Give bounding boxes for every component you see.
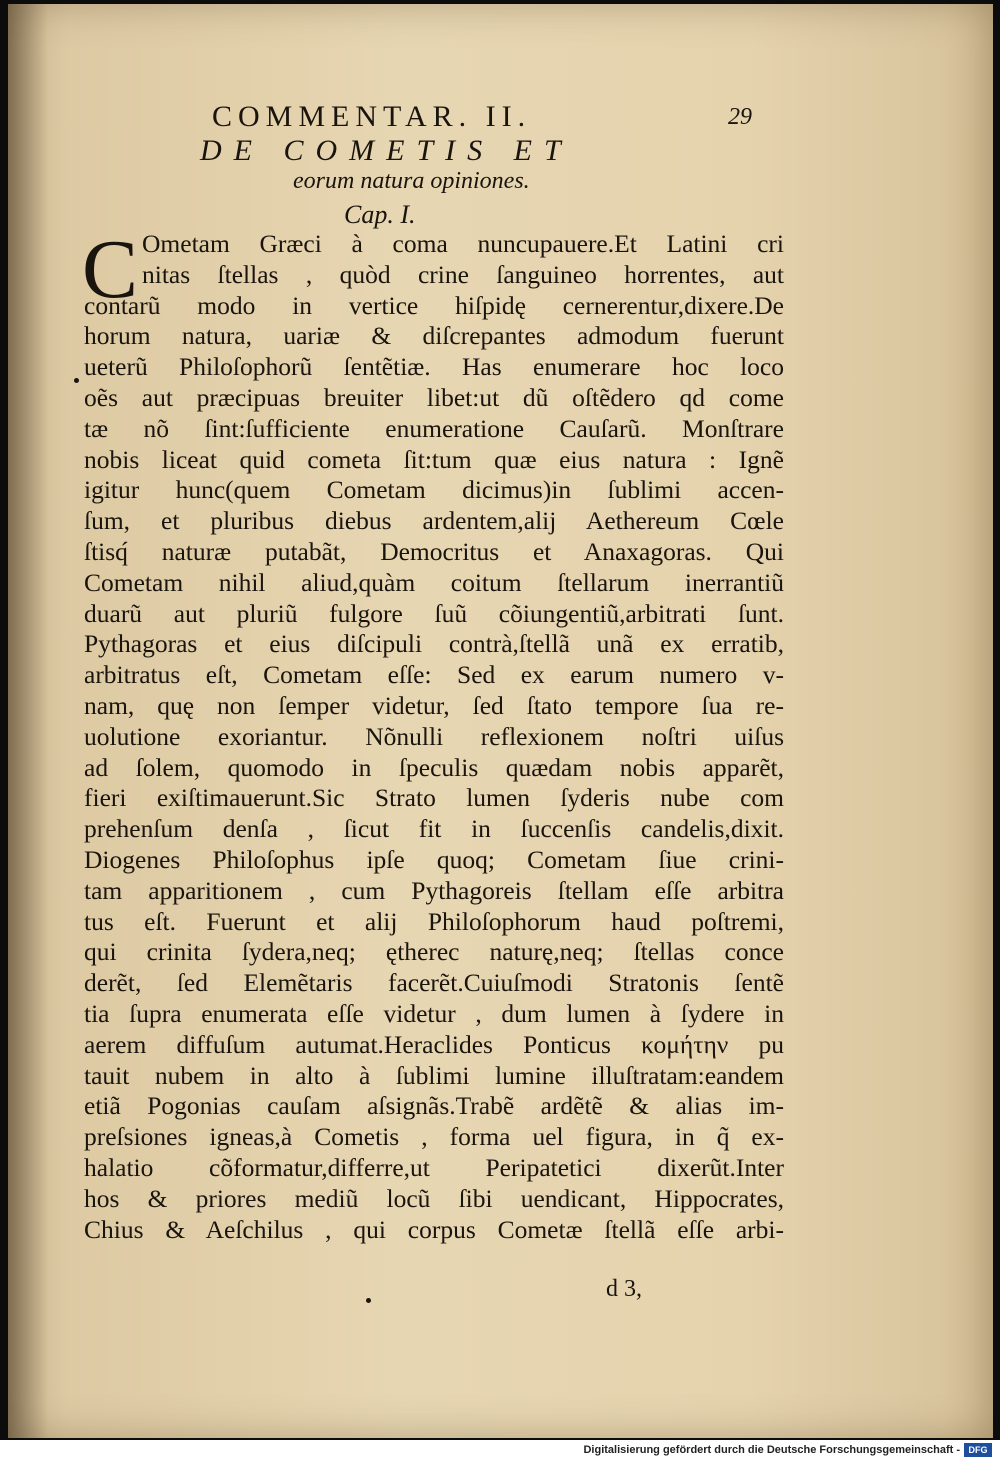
- text-line: Diogenes Philoſophus ipſe quoq; Cometam ſiue crini-: [84, 844, 784, 874]
- text-line: igitur hunc(quem Cometam dicimus)in ſublimi accen-: [84, 475, 784, 505]
- text-line: ad ſolem, quomodo in ſpeculis quædam nobis apparẽt,: [84, 752, 784, 782]
- text-line: nitas ſtellas , quòd crine ſanguineo horrentes, aut: [142, 259, 784, 289]
- text-line: tæ nõ ſint:ſufficiente enumeratione Cauſarũ. Monſtrare: [84, 413, 784, 443]
- drop-cap: C: [82, 223, 139, 316]
- body-text: [82, 223, 784, 1245]
- footer-credit: Digitalisierung gefördert durch die Deutsche Forschungsgemeinschaft -: [583, 1444, 960, 1456]
- text-line: oẽs aut præcipuas breuiter libet:ut dũ oſtẽdero qd come: [84, 382, 784, 412]
- text-line: Ometam Græci à coma nuncupauere.Et Latini cri: [142, 229, 784, 258]
- text-line: etiã Pogonias cauſam aſsignãs.Trabẽ ardẽtẽ & alias im-: [84, 1091, 784, 1121]
- text-line: ueterũ Philoſophorũ ſentẽtiæ. Has enumerare hoc loco: [84, 352, 784, 382]
- text-line: tam apparitionem , cum Pythagoreis ſtellam eſſe arbitra: [84, 875, 784, 905]
- chapter-title-line1: DE COMETIS ET: [200, 134, 573, 167]
- spine-shadow: [8, 4, 48, 1438]
- text-line: hos & priores mediũ locũ ſibi uendicant, Hippocrates,: [84, 1183, 784, 1213]
- chapter-title-line2: eorum natura opiniones.: [293, 168, 530, 194]
- text-line: arbitratus eſt, Cometam eſſe: Sed ex earum numero v-: [84, 660, 784, 690]
- text-line: halatio cõformatur,differre,ut Peripatetici dixerũt.Inter: [84, 1152, 784, 1182]
- text-line: uolutione exoriantur. Nõnulli reflexionem noſtri uiſus: [84, 721, 784, 751]
- text-line: qui crinita ſydera,neq; ętherec naturę,neq; ſtellas conce: [84, 937, 784, 967]
- text-line: nam, quę non ſemper videtur, ſed ſtato tempore ſua re-: [84, 690, 784, 720]
- text-line: tia ſupra enumerata eſſe videtur , dum lumen à ſydere in: [84, 998, 784, 1028]
- text-line: contarũ modo in vertice hiſpidę cernerentur,dixere.De: [84, 290, 784, 320]
- text-line: tus eſt. Fuerunt et alij Philoſophorum haud poſtremi,: [84, 906, 784, 936]
- text-line: aerem diffuſum autumat.Heraclides Ponticus κομήτην pu: [84, 1029, 784, 1059]
- text-line: Pythagoras et eius diſcipuli contrà,ſtellã unã ex erratib,: [84, 629, 784, 659]
- text-line: preſsiones igneas,à Cometis , forma uel figura, in q̃ ex-: [84, 1122, 784, 1152]
- text-line: derẽt, ſed Elemẽtaris facerẽt.Cuiuſmodi Stratonis ſentẽ: [84, 968, 784, 998]
- signature-mark: d 3,: [606, 1276, 642, 1302]
- text-line: horum natura, uariæ & diſcrepantes admodum fuerunt: [84, 321, 784, 351]
- text-line: ſum, et pluribus diebus ardentem,alij Aethereum Cœle: [84, 506, 784, 536]
- text-line: Chius & Aeſchilus , qui corpus Cometæ ſtellã eſſe arbi-: [84, 1214, 784, 1244]
- page-number: 29: [728, 104, 752, 130]
- text-line: Cometam nihil aliud,quàm coitum ſtellarum inerrantiũ: [84, 567, 784, 597]
- text-line: prehenſum denſa , ſicut fit in ſuccenſis candelis,dixit.: [84, 814, 784, 844]
- running-head: COMMENTAR. II.: [212, 100, 532, 133]
- text-line: ſtisq́ naturæ putabãt, Democritus et Anaxagoras. Qui: [84, 536, 784, 566]
- chapter-number: Cap. I.: [344, 200, 416, 229]
- ink-dot: [366, 1298, 371, 1303]
- text-line: fieri exiſtimauerunt.Sic Strato lumen ſyderis nube com: [84, 783, 784, 813]
- text-line: tauit nubem in alto à ſublimi lumine illuſtratam:eandem: [84, 1060, 784, 1090]
- text-line: nobis liceat quid cometa ſit:tum quæ eius natura : Ignẽ: [84, 444, 784, 474]
- dfg-logo: DFG: [964, 1443, 992, 1457]
- ink-dot: [74, 378, 79, 383]
- text-line: duarũ aut pluriũ fulgore ſuũ cõiungentiũ,arbitrati ſunt.: [84, 598, 784, 628]
